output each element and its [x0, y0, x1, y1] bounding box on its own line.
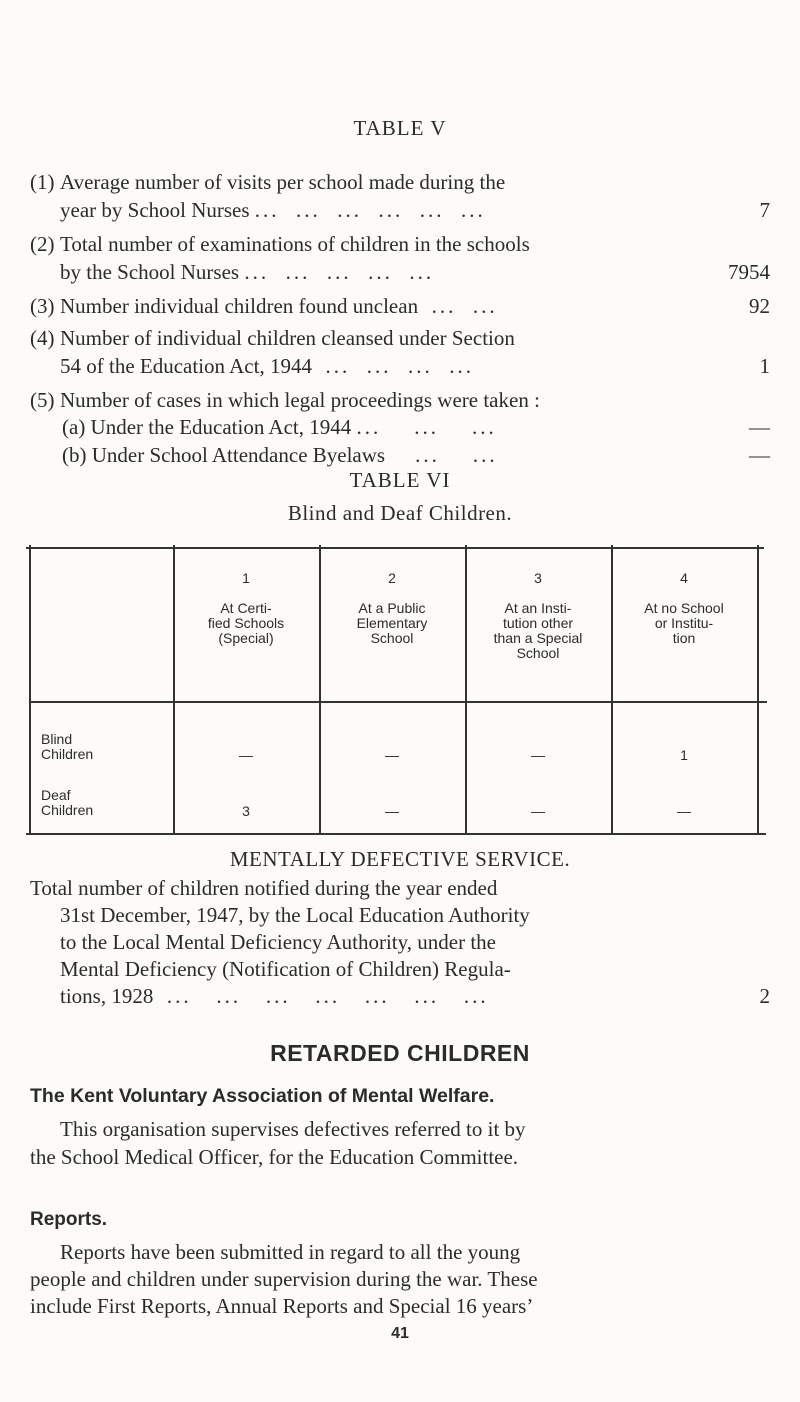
table-bottom-rule	[26, 833, 766, 835]
table-col-line-4	[611, 545, 613, 835]
table-vi-title: TABLE VI	[349, 468, 451, 492]
table-cell: —	[239, 747, 253, 763]
retarded-children-heading: RETARDED CHILDREN	[270, 1040, 530, 1066]
table-v-subitem-a: (a) Under the Education Act, 1944 ... ... ...	[62, 415, 497, 439]
col-header-2: At a Public Elementary School	[356, 600, 428, 646]
row-label-deaf: Deaf Children	[41, 787, 94, 818]
table-top-rule	[26, 547, 764, 549]
table-cell: —	[531, 803, 545, 819]
table-cell: —	[531, 747, 545, 763]
table-vi-subtitle: Blind and Deaf Children.	[287, 501, 513, 525]
table-v-value-4: 1	[759, 354, 770, 378]
mental-service-value: 2	[759, 984, 770, 1008]
document-page: TABLE V (1) Average number of visits per school made during the year by School Nurses ... ... ... ... ... ... 7 (2) Total number of examinations of children in the schools by the School Nurses ... ... ... ... ... 7954 (3) Number individual children found unclean ... ... 92 (4) Number of individual children cleansed under Section 54 of the Education Act, 1944 ... ... ... ... 1 (5) Number of cases in which legal proceedings were taken : (a) Under the Education Act, 1944 ... ... ... — (b) Under School Attendance Byelaws ... ... — TABLE VI Blind and Deaf Children. 1 2 3 4 At Certi- fied Schools (Special) At a Public Elementary School At an Insti- tution other than a Special School At no School or Institu- tion Blind Children Deaf Children — — — 1 3 — — — MENTALLY DEFECTIVE SERVICE. Total number of children notified during the year ended 31st December, 1947, by the Local Education Authority to the Local Mental Deficiency Authority, under the Mental Deficiency (Notification of Children) Regula- tions, 1928 ... ... ... ... ... ... ... 2 RETARDED CHILDREN The Kent Voluntary Association of Mental Welfare. This organisation supervises defectives referred to it by the School Medical Officer, for the Education Committee. Reports. Reports have been submitted in regard to all the young people and children under supervision during the war. These include First Reports, Annual Reports and Special 16 years’ 41	[0, 0, 800, 1402]
col-header-3: At an Insti- tution other than a Special School	[493, 600, 583, 661]
table-v-title: TABLE V	[353, 116, 447, 140]
col-number-4: 4	[680, 570, 688, 586]
table-col-line-2	[319, 545, 321, 835]
table-col-line-0	[29, 545, 31, 835]
table-v-subvalue-a: —	[749, 415, 770, 439]
row-label-blind: Blind Children	[41, 731, 94, 762]
table-cell: —	[677, 803, 691, 819]
table-cell: —	[385, 803, 399, 819]
mental-service-heading: MENTALLY DEFECTIVE SERVICE.	[229, 847, 571, 871]
kent-association-heading: The Kent Voluntary Association of Mental Welfare.	[30, 1085, 495, 1107]
table-col-line-1	[173, 545, 175, 835]
col-header-4: At no School or Institu- tion	[644, 600, 724, 646]
page-number: 41	[391, 1325, 409, 1342]
col-number-3: 3	[534, 570, 542, 586]
col-header-1: At Certi- fied Schools (Special)	[207, 600, 285, 646]
table-v-subvalue-b: —	[749, 443, 770, 467]
table-v-value-3: 92	[749, 294, 770, 318]
table-v-value-2: 7954	[728, 260, 770, 284]
table-cell: —	[385, 747, 399, 763]
table-header-rule	[29, 701, 767, 703]
col-number-1: 1	[242, 570, 250, 586]
table-col-line-3	[465, 545, 467, 835]
reports-heading: Reports.	[30, 1209, 108, 1230]
blind-deaf-table	[29, 545, 767, 835]
table-cell: 3	[242, 803, 250, 819]
table-col-line-5	[757, 545, 759, 835]
table-v-value-1: 7	[759, 198, 770, 222]
col-number-2: 2	[388, 570, 396, 586]
table-v-subitem-b: (b) Under School Attendance Byelaws ... ...	[62, 443, 498, 467]
table-cell: 1	[680, 747, 688, 763]
